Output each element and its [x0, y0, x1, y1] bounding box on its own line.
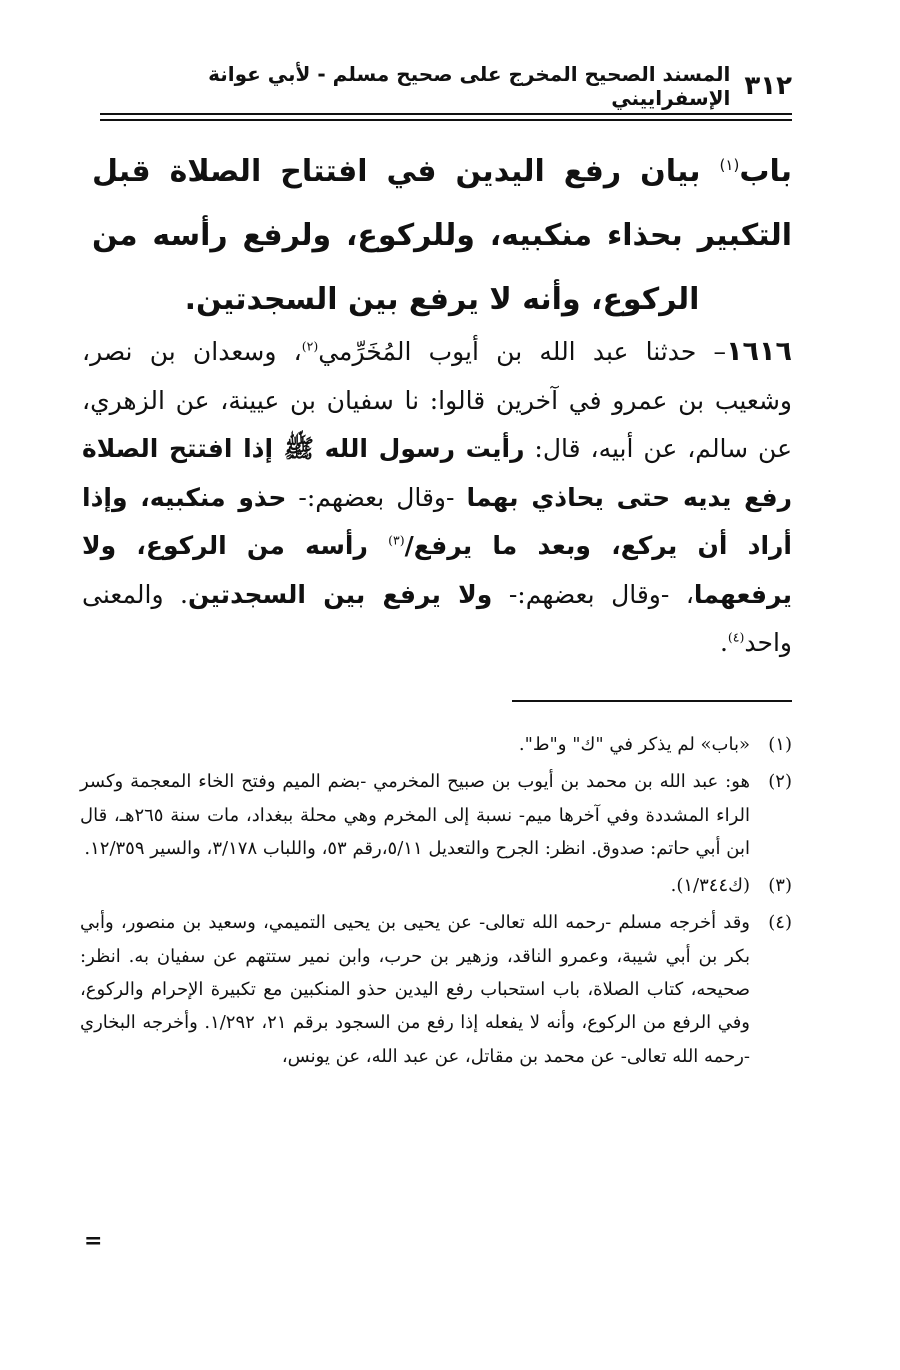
hadith-matn: رأيت رسول الله ﷺ إذا افتتح الصلاة رفع يديه حتى يحاذي بهما [82, 434, 792, 512]
hadith-segment: . [719, 628, 728, 657]
chapter-title: بيان رفع اليدين في افتتاح الصلاة قبل التكبير بحذاء منكبيه، وللركوع، ولرفع رأسه من الركوع، وأنه لا يرفع بين السجدتين. [92, 154, 792, 317]
footnote-marker-4: (٤) [727, 629, 745, 645]
hadith-text [82, 328, 792, 668]
hadith-matn: حذو منكبيه، وإذا أراد أن يركع، وبعد ما يرفع/ [82, 482, 793, 560]
header-rule-double [100, 119, 792, 121]
running-header [100, 62, 792, 110]
page-number: ٣١٢ [744, 71, 792, 101]
footnote-marker-3: (٣) [388, 532, 405, 548]
hadith-segment: . والمعنى واحد [82, 579, 792, 657]
footnote-number: (٤) [768, 912, 792, 934]
continuation-mark: = [84, 1228, 103, 1254]
hadith-segment: ، -وقال بعضهم:- [492, 579, 694, 609]
footnote-text: «باب» لم يذكر في "ك" و"ط". [518, 734, 750, 755]
hadith-segment: -وقال بعضهم:- [286, 482, 467, 512]
footnote-number: (٢) [768, 771, 792, 793]
chapter-label: باب [739, 154, 793, 189]
header-rule [100, 113, 792, 115]
footnote-text: وقد أخرجه مسلم -رحمه الله تعالى- عن يحيى بن يحيى التميمي، وسعيد بن منصور، وأبي بكر بن أبي شيبة، وعمرو الناقد، وزهير بن حرب، وابن نمير ستتهم عن سفيان به. انظر: صحيحه، كتاب الصلاة، باب استحباب رفع اليدين حذو المنكبين مع تكبيرة الإحرام والركوع، وفي الرفع من الركوع، وأنه لا يفعله إذا رفع من السجود برقم ٢١، ١/٢٩٢. وأخرجه البخاري -رحمه الله تعالى- عن محمد بن مقاتل، عن عبد الله، عن يونس، [80, 912, 750, 1067]
footnote-number: (٣) [768, 875, 792, 897]
footnote-text: (ك١/٣٤٤). [670, 875, 750, 897]
footnote-marker-2: (٢) [301, 338, 319, 354]
footnote-text: هو: عبد الله بن محمد بن أيوب بن صبيح المخرمي -بضم الميم وفتح الخاء المعجمة وكسر الراء المشددة وفي آخرها ميم- نسبة إلى المخرم وهي محلة ببغداد، مات سنة ٢٦٥هـ، قال ابن أبي حاتم: صدوق. انظر: الجرح والتعديل ٥/١١،رقم ٥٣، واللباب ٣/١٧٨، والسير ١٢/٣٥٩. [80, 771, 750, 859]
hadith-segment: ، وسعدان بن نصر، وشعيب بن عمرو في آخرين قالوا: نا سفيان بن عيينة، عن الزهري، عن سالم، عن أبيه، قال: [82, 337, 792, 463]
footnote-separator [512, 700, 792, 702]
hadith-matn: رأسه من الركوع، ولا يرفعهما [82, 531, 792, 609]
chapter-heading [92, 140, 792, 332]
footnote [80, 906, 792, 1072]
footnote [80, 869, 792, 902]
footnote-number: (١) [768, 734, 792, 755]
footnotes [80, 728, 792, 1077]
running-header-title: المسند الصحيح المخرج على صحيح مسلم - لأبي عوانة الإسفراييني [208, 62, 731, 110]
footnote [80, 728, 792, 761]
footnote [80, 765, 792, 865]
hadith-segment: – حدثنا عبد الله بن أيوب المُخَرِّمي [318, 337, 727, 366]
footnote-marker-1: (١) [719, 156, 740, 174]
hadith-number: ١٦١٦ [726, 336, 792, 367]
hadith-matn: ولا يرفع بين السجدتين [187, 579, 493, 609]
